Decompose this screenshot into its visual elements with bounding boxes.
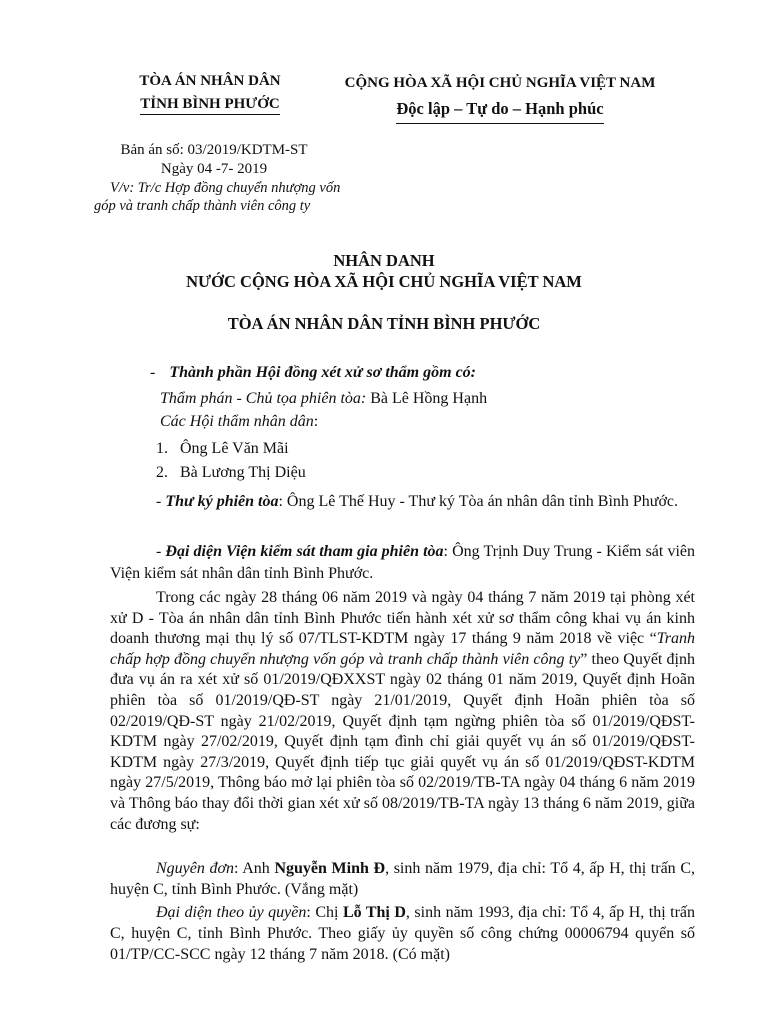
judgment-date: Ngày 04 -7- 2019 (160, 161, 268, 177)
assessor-1-name: Ông Lê Văn Mãi (180, 440, 289, 457)
case-subject-line1: V/v: Tr/c Hợp đồng chuyển nhượng vốn (110, 180, 341, 196)
representative-name: Lỗ Thị D (342, 904, 406, 921)
procurator-prefix: - (156, 543, 166, 560)
nation-motto: Độc lập – Tự do – Hạnh phúc (396, 96, 603, 124)
title-in-the-name: NHÂN DANH (333, 251, 435, 270)
title-nation: NƯỚC CỘNG HÒA XÃ HỘI CHỦ NGHĨA VIỆT NAM (186, 272, 582, 291)
court-header (120, 70, 300, 116)
clerk-prefix: - (156, 493, 166, 510)
panel-heading (150, 364, 476, 382)
case-subject-line2: góp và tranh chấp thành viên công ty (94, 198, 311, 214)
procurator-text: : Ông Trịnh Duy Trung - Kiểm sát viên Viện kiểm sát nhân dân tỉnh Bình Phước. (110, 543, 695, 582)
representative-paragraph (110, 902, 695, 965)
title-court: TÒA ÁN NHÂN DÂN TỈNH BÌNH PHƯỚC (227, 314, 541, 333)
clerk-text: : Ông Lê Thế Huy - Thư ký Tòa án nhân dân tỉnh Bình Phước. (278, 493, 679, 510)
procurator-label: Đại diện Viện kiểm sát tham gia phiên tòa (165, 543, 444, 560)
plaintiff-name: Nguyễn Minh Đ (274, 860, 386, 877)
assessor-2-name: Bà Lương Thị Diệu (180, 464, 306, 481)
assessor-2 (156, 464, 306, 482)
court-province: TỈNH BÌNH PHƯỚC (140, 94, 279, 115)
judge-label: Thẩm phán - Chủ tọa phiên tòa: (160, 390, 367, 407)
national-header (330, 70, 670, 124)
plaintiff-paragraph (110, 858, 695, 900)
representative-pre: : Chị (306, 904, 343, 921)
assessor-2-number: 2. (156, 464, 168, 481)
representative-label: Đại diện theo ủy quyền (156, 904, 307, 921)
representative-text: , sinh năm 1993, địa chỉ: Tổ 4, ấp H, thị trấn C, huyện C, tỉnh Bình Phước. Theo giấy ủy quyền số công chứng 00006794 quyển số 01/TP/CC-SCC ngày 12 tháng 7 năm 2018. (Có mặt) (110, 904, 696, 963)
proceedings-paragraph (110, 588, 695, 835)
panel-dash: - (150, 364, 156, 381)
case-number: Bản án số: 03/2019/KDTM-ST (120, 142, 308, 158)
presiding-judge (160, 390, 487, 408)
panel-heading-text: Thành phần Hội đồng xét xử sơ thẩm gồm có: (169, 364, 476, 381)
proceedings-text-b: ” theo Quyết định đưa vụ án ra xét xử số 01/2019/QĐXXST ngày 02 tháng 01 năm 2019, Quyết định Hoãn phiên tòa số 01/2019/QĐ-ST ngày 21/01/2019, Quyết định Hoãn phiên tòa số 02/2019/QĐ-ST ngày 21/02/2019, Quyết định tạm ngừng phiên tòa số 01/2019/QĐST-KDTM ngày 27/02/2019, Quyết định tạm đình chỉ giải quyết vụ án số 01/2019/QĐST-KDTM ngày 27/3/2019, Quyết định tiếp tục giải quyết vụ án số 01/2019/QĐST-KDTM ngày 27/5/2019, Thông báo mở lại phiên tòa số 02/2019/TB-TA ngày 04 tháng 6 năm 2019 và Thông báo thay đổi thời gian xét xử số 08/2019/TB-TA ngày 13 tháng 6 năm 2019, giữa các đương sự: (110, 650, 695, 833)
plaintiff-text: , sinh năm 1979, địa chỉ: Tổ 4, ấp H, thị trấn C, huyện C, tỉnh Bình Phước. (Vắng mặt) (110, 860, 695, 898)
plaintiff-pre: : Anh (234, 860, 275, 877)
court-name: TÒA ÁN NHÂN DÂN (139, 73, 281, 89)
nation-name: CỘNG HÒA XÃ HỘI CHỦ NGHĨA VIỆT NAM (344, 75, 656, 91)
assessors-label-text: Các Hội thẩm nhân dân (160, 413, 314, 430)
judge-name: Bà Lê Hồng Hạnh (366, 390, 488, 407)
clerk-label: Thư ký phiên tòa (165, 493, 279, 510)
judgment-meta (94, 141, 374, 215)
plaintiff-label: Nguyên đơn (156, 860, 235, 877)
clerk-paragraph (110, 491, 695, 513)
assessor-1 (156, 440, 289, 458)
assessors-label-colon: : (313, 413, 319, 430)
assessor-1-number: 1. (156, 440, 168, 457)
procurator-paragraph (110, 541, 695, 585)
case-title: Tranh chấp hợp đồng chuyển nhượng vốn góp và tranh chấp thành viên công ty (110, 630, 695, 668)
assessors-label (160, 413, 318, 431)
proceedings-text-a: Trong các ngày 28 tháng 06 năm 2019 và ngày 04 tháng 7 năm 2019 tại phòng xét xử D - Tòa án nhân dân tỉnh Bình Phước tiến hành xét xử sơ thẩm công khai vụ án kinh doanh thương mại thụ lý số 07/TLST-KDTM ngày 17 tháng 9 năm 2018 về việc “ (110, 589, 695, 648)
